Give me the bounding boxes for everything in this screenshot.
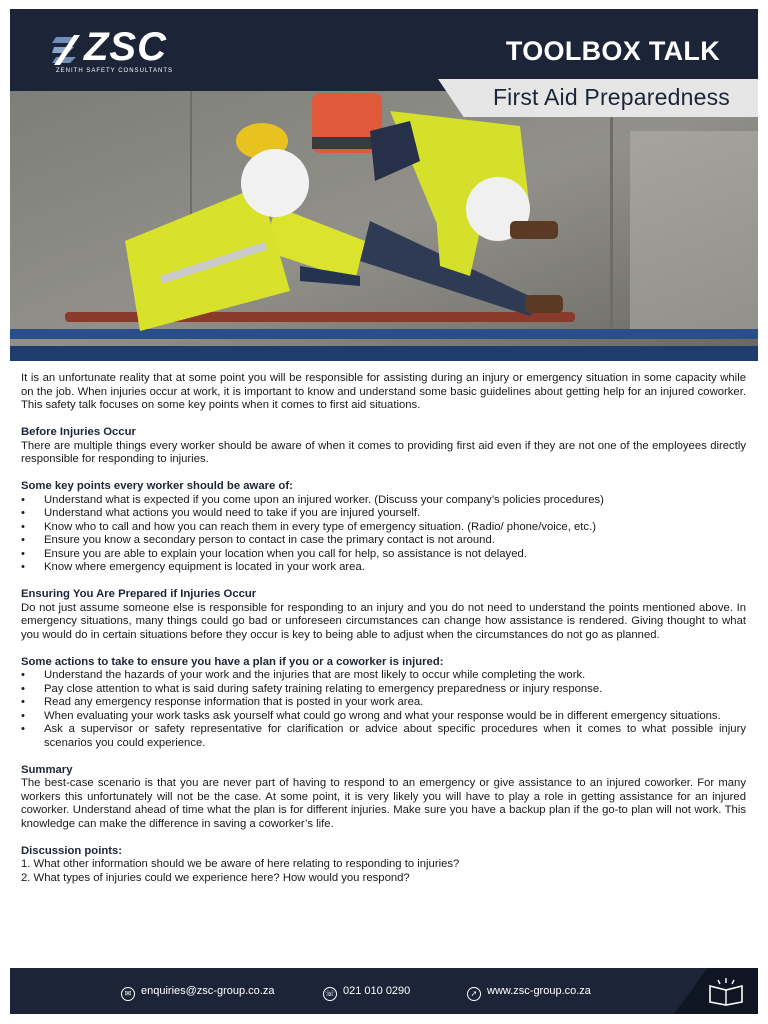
section-heading: Before Injuries Occur	[21, 426, 136, 438]
logo-text: ZSC	[84, 25, 167, 69]
logo-subtext: ZENITH SAFETY CONSULTANTS	[56, 68, 174, 74]
footer-corner	[674, 968, 758, 1014]
cursor-icon: ➚	[467, 987, 481, 1001]
phone-link[interactable]: 021 010 0290	[343, 985, 411, 997]
company-logo	[52, 25, 202, 79]
header-bar	[10, 9, 758, 91]
key-points-list	[21, 494, 746, 575]
book-icon	[708, 976, 744, 1006]
actions-list	[21, 669, 746, 750]
section-heading: Ensuring You Are Prepared if Injuries Occur	[21, 588, 257, 600]
email-link[interactable]: enquiries@zsc-group.co.za	[141, 985, 275, 997]
first-aid-scene-image	[10, 91, 758, 361]
footer-email[interactable]	[121, 985, 274, 1001]
list-item: • Ask a supervisor or safety representative for clarification or advice about specific procedures when it comes to what possible injury scenarios you could experience.	[21, 723, 746, 750]
actions-heading: Some actions to take to ensure you have a plan if you or a coworker is injured:	[21, 655, 444, 668]
footer-bar	[10, 968, 758, 1014]
logo-mark-icon	[52, 31, 82, 69]
hero-photo	[10, 91, 758, 361]
list-item: • Know who to call and how you can reach them in every type of emergency situation. (Radio/ phone/voice, etc.)	[21, 521, 746, 535]
discussion-section	[21, 845, 746, 886]
discussion-point: 2. What types of injuries could we experience here? How would you respond?	[21, 871, 410, 884]
ensuring-section	[21, 588, 746, 642]
summary-section	[21, 764, 746, 832]
list-item: • Read any emergency response information that is posted in your work area.	[21, 696, 746, 710]
section-body: Do not just assume someone else is responsible for responding to an injury and you do not need to understand the points mentioned above. In emergency situations, many things could go bad or unforeseen circumstances can change how assistance is rendered. Giving thought to what you would do in certain situations before they occur is key to being able to adjust when the circumstances do not go as planned.	[21, 601, 746, 641]
page-title: TOOLBOX TALK	[505, 36, 720, 66]
section-body: There are multiple things every worker should be aware of when it comes to providing first aid even if they are not one of the employees directly responsible for responding to injuries.	[21, 439, 746, 465]
section-body: The best-case scenario is that you are never part of having to respond to an emergency or give assistance to an injured coworker. For many workers this unfortunately will not be the case. At some point, it is very likely you will have to play a role in getting assistance for an injured coworker. Understand ahead of time what the plan is for different injuries. Make sure you have a backup plan if the go-to plan will not work. This knowledge can make the difference in saving a coworker’s life.	[21, 777, 746, 830]
intro-paragraph: It is an unfortunate reality that at some point you will be responsible for assisting during an injury or emergency situation in some capacity while on the job. When injuries occur at work, it is important to know and understand some basic guidelines about getting help for an injured coworker. This safety talk focuses on some key points when it comes to first aid situations.	[21, 372, 746, 411]
before-injuries-section	[21, 426, 746, 467]
website-link[interactable]: www.zsc-group.co.za	[487, 985, 591, 997]
mail-icon: ✉	[121, 987, 135, 1001]
footer-website[interactable]	[467, 985, 591, 1001]
page-subtitle: First Aid Preparedness	[492, 84, 730, 110]
list-item: • Ensure you are able to explain your location when you call for help, so assistance is not delayed.	[21, 548, 746, 562]
list-item: • Ensure you know a secondary person to contact in case the primary contact is not around.	[21, 534, 746, 548]
footer-phone[interactable]	[323, 985, 410, 1001]
key-points-heading: Some key points every worker should be aware of:	[21, 480, 293, 492]
list-item: • Pay close attention to what is said during safety training relating to emergency preparedness or injury response.	[21, 683, 746, 697]
section-heading: Discussion points:	[21, 844, 123, 857]
list-item: • Understand what is expected if you come upon an injured worker. (Discuss your company’s policies procedures)	[21, 494, 746, 508]
list-item: • When evaluating your work tasks ask yourself what could go wrong and what your response would be in different emergency situations.	[21, 710, 746, 724]
list-item: • Understand what actions you would need to take if you are injured yourself.	[21, 507, 746, 521]
discussion-point: 1. What other information should we be aware of here relating to responding to injuries?	[21, 858, 460, 870]
list-item: • Understand the hazards of your work and the injuries that are most likely to occur while completing the work.	[21, 669, 746, 683]
phone-icon: ☏	[323, 987, 337, 1001]
section-heading: Summary	[21, 763, 73, 776]
document-body	[21, 372, 746, 885]
list-item: • Know where emergency equipment is located in your work area.	[21, 561, 746, 575]
